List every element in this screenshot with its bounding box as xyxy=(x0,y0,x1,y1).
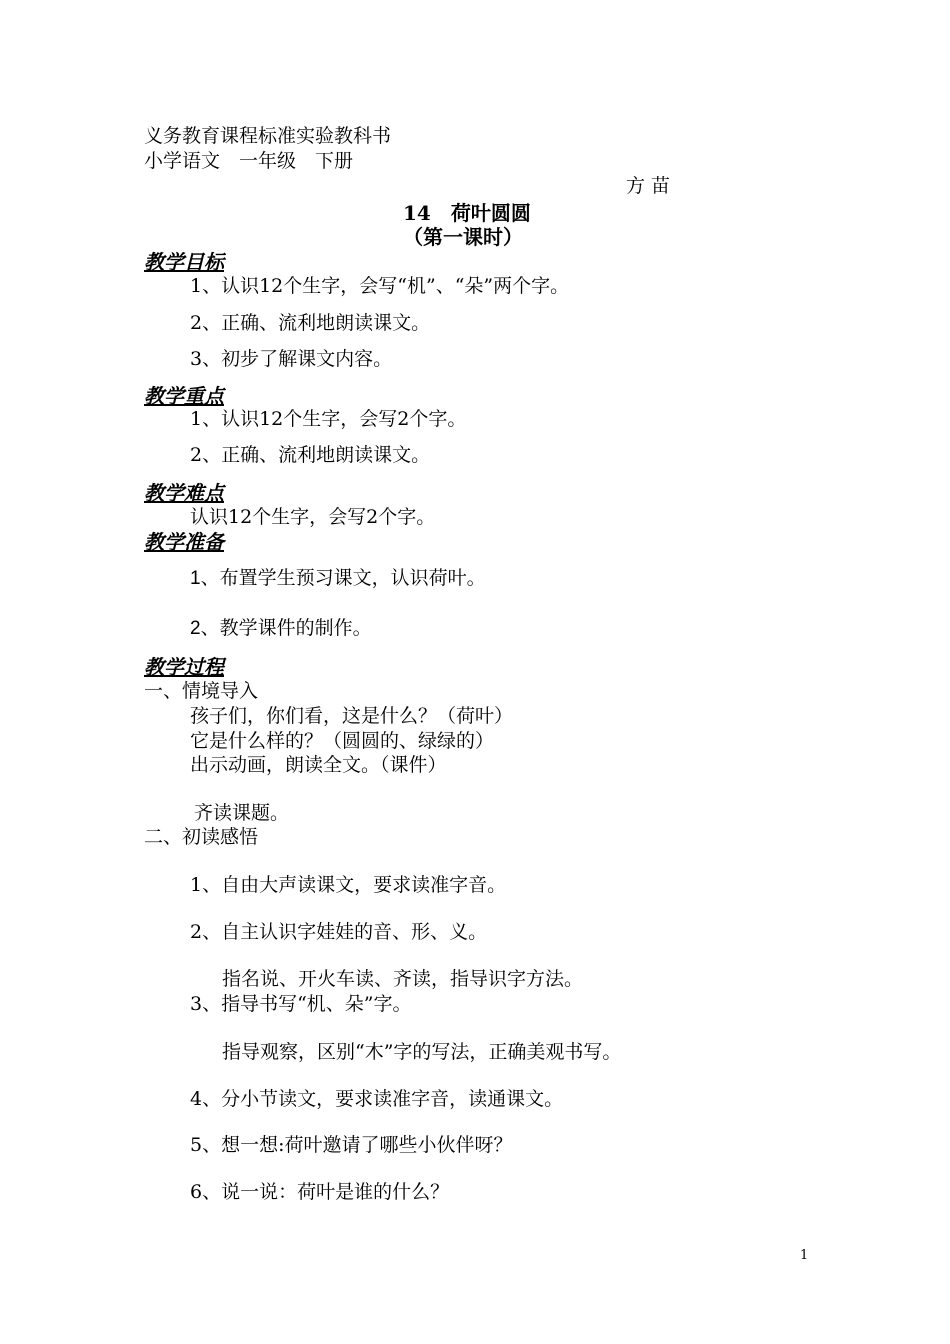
preparation-item: 1、布置学生预习课文，认识荷叶。 xyxy=(190,568,486,589)
page-number: 1 xyxy=(800,1248,809,1263)
process-line: 1、自由大声读课文，要求读准字音。 xyxy=(190,874,507,896)
process-line: 6、说一说：荷叶是谁的什么？ xyxy=(190,1181,450,1203)
header-line-1: 义务教育课程标准实验教科书 xyxy=(144,125,392,147)
process-line: 它是什么样的？（圆圆的、绿绿的） xyxy=(190,730,495,752)
key-points-heading: 教学重点 xyxy=(144,384,224,408)
process-part-1-title: 一、情境导入 xyxy=(144,680,259,702)
author: 方 苗 xyxy=(626,175,671,197)
header-line-2: 小学语文 一年级 下册 xyxy=(144,150,354,172)
process-heading: 教学过程 xyxy=(144,655,224,679)
process-line: 齐读课题。 xyxy=(194,802,290,824)
difficulties-heading: 教学难点 xyxy=(144,481,224,505)
process-line: 3、指导书写“机、朵”字。 xyxy=(190,993,412,1015)
preparation-heading: 教学准备 xyxy=(144,530,224,554)
goal-item: 3、初步了解课文内容。 xyxy=(190,348,393,370)
process-line: 2、自主认识字娃娃的音、形、义。 xyxy=(190,921,488,943)
process-line: 出示动画，朗读全文。（课件） xyxy=(190,754,447,776)
lesson-title: 14 荷叶圆圆 xyxy=(403,201,531,225)
process-line: 孩子们，你们看，这是什么？（荷叶） xyxy=(190,705,514,727)
key-point-item: 2、正确、流利地朗读课文。 xyxy=(190,444,431,466)
goals-heading: 教学目标 xyxy=(144,250,224,274)
preparation-item: 2、教学课件的制作。 xyxy=(190,618,372,639)
process-line: 4、分小节读文，要求读准字音，读通课文。 xyxy=(190,1088,564,1110)
process-line: 5、想一想:荷叶邀请了哪些小伙伴呀？ xyxy=(190,1134,513,1156)
process-part-2-title: 二、初读感悟 xyxy=(144,826,259,848)
process-line: 指导观察，区别“木”字的写法，正确美观书写。 xyxy=(222,1041,622,1063)
key-point-item: 1、认识12个生字，会写2个字。 xyxy=(190,408,467,430)
difficulty-item: 认识12个生字，会写2个字。 xyxy=(190,506,436,528)
goal-item: 1、认识12个生字，会写“机”、“朵”两个字。 xyxy=(190,275,570,297)
lesson-subtitle: （第一课时） xyxy=(403,225,523,249)
goal-item: 2、正确、流利地朗读课文。 xyxy=(190,312,431,334)
process-line: 指名说、开火车读、齐读，指导识字方法。 xyxy=(222,968,584,990)
